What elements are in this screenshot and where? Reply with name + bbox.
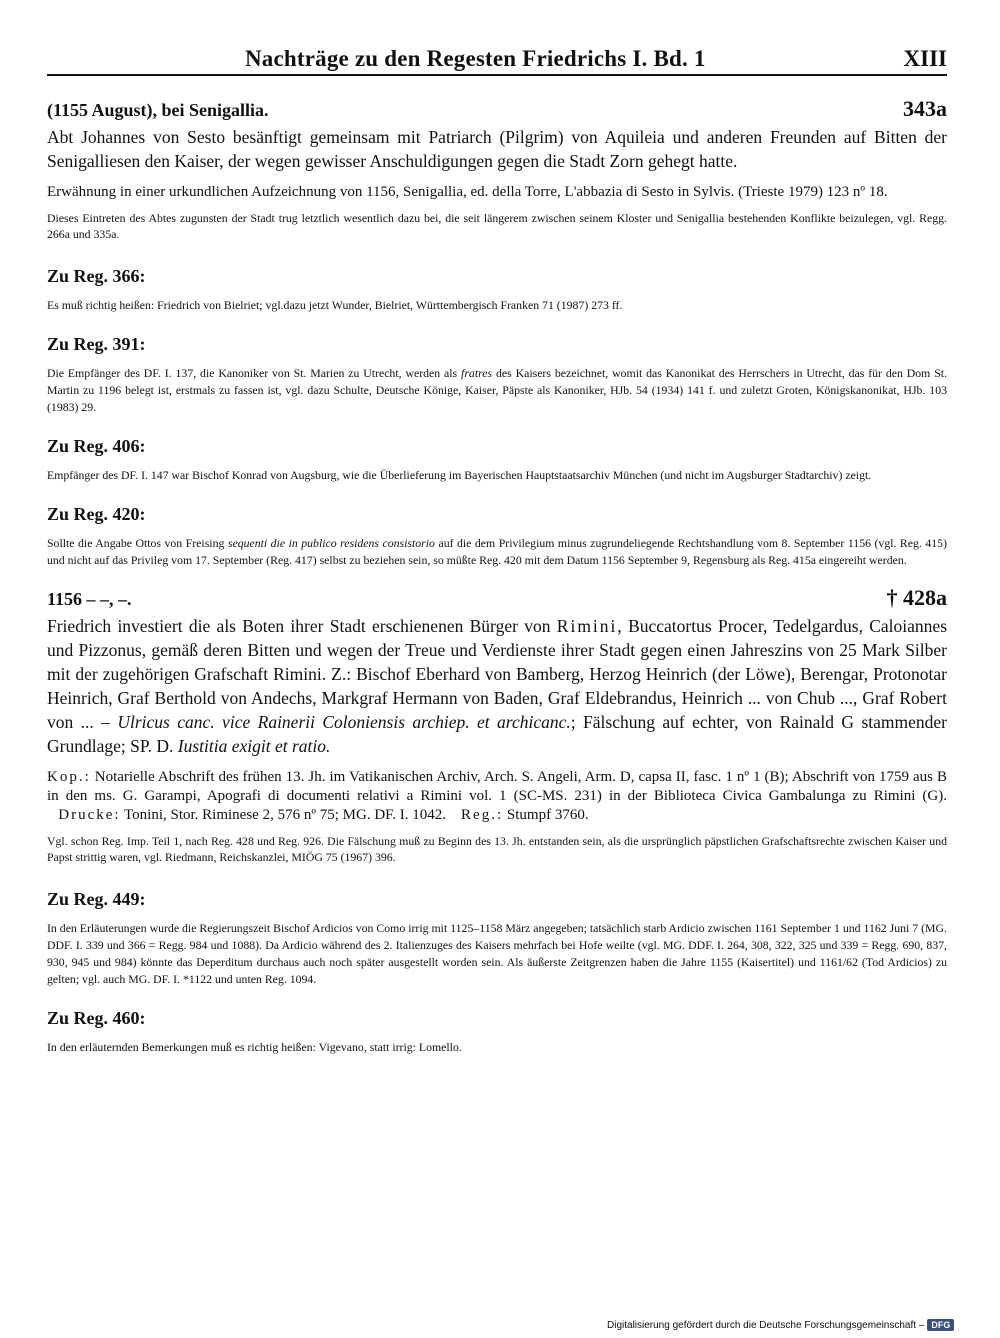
entry-header: [47, 585, 947, 611]
entry-number: 343a: [903, 96, 947, 121]
running-title: Nachträge zu den Regesten Friedrichs I. Bd. 1: [244, 46, 706, 71]
addendum-text: In den Erläuterungen wurde die Regierungszeit Bischof Ardicios von Como irrig mit 1125–1158 März angegeben; tatsächlich starb Ardicio zwischen 1161 September 1 und 1162 Juni 7 (MG. DDF. I. 339 und 366 = Regg. 984 und 1088). Da Ardicio während des 2. Italienzuges des Kaisers mehrfach bei Hofe weilte (vgl. MG. DDF. I. 264, 308, 322, 325 und 339 = Regg. 690, 837, 930, 945 und 984) könnte das Deperditum durchaus auch noch später ausgestellt worden sein. Als äußerste Zeitgrenzen haben die Jahre 1155 (Kaisertitel) und 1161/62 (Tod Ardicios) zu gelten; vgl. auch MG. DF. I. *1122 und unten Reg. 1094.: [47, 921, 947, 986]
source-text: Kop.: Notarielle Abschrift des frühen 13. Jh. im Vatikanischen Archiv, Arch. S. Angeli, Arm. D, capsa II, fasc. 1 nº 1 (B); Abschrift von 1759 aus B in den ms. G. Garampi, Apografi di documenti relativi a Rimini vol. 1 (SC-MS. 231) in der Biblioteca Civica Gambalunga zu Rimini (G). Drucke: Tonini, Stor. Riminese 2, 576 nº 75; MG. DF. I. 1042. Reg.: Stumpf 3760.: [47, 769, 948, 823]
addendum-heading: Zu Reg. 449:: [47, 889, 146, 909]
addendum-heading: Zu Reg. 420:: [47, 504, 146, 524]
running-head: [47, 38, 947, 76]
addendum-text: Sollte die Angabe Ottos von Freising sequenti die in publico residens consistorio auf die dem Privilegium minus zugrundeliegende Rechtshandlung vom 8. September 1156 (vgl. Reg. 415) und nicht auf das Privileg vom 17. September (Reg. 417) selbst zu beziehen sein, so müßte Reg. 420 mit dem Datum 1156 September 9, Regensburg als Reg. 415a eingereiht werden.: [47, 536, 948, 567]
footer-text: Digitalisierung gefördert durch die Deutsche Forschungsgemeinschaft –: [607, 1319, 925, 1331]
entry-date: 1156 – –, –.: [47, 589, 132, 609]
document-page: [47, 38, 947, 1056]
commentary-text: Vgl. schon Reg. Imp. Teil 1, nach Reg. 428 und Reg. 926. Die Fälschung muß zu Beginn des 13. Jh. entstanden sein, als die ursprünglich päpstlichen Grafschaftsrechte zwischen Kaiser und Papst strittig waren, vgl. Riedmann, Reichskanzlei, MIÖG 75 (1967) 396.: [47, 834, 947, 864]
addendum-text: Die Empfänger des DF. I. 137, die Kanoniker von St. Marien zu Utrecht, werden als fratres des Kaisers bezeichnet, womit das Kanonikat des Herrschers in Utrecht, das für den Dom St. Martin zu 1196 belegt ist, erstmals zu fassen ist, vgl. dazu Schulte, Deutsche Könige, Kaiser, Päpste als Kanoniker, HJb. 54 (1934) 141 f. und zuletzt Groten, Königskanonikat, HJb. 103 (1983) 29.: [47, 366, 948, 414]
addendum-text: In den erläuternden Bemerkungen muß es richtig heißen: Vigevano, statt irrig: Lomello.: [47, 1040, 462, 1054]
page-number: XIII: [903, 46, 947, 71]
source-text: Erwähnung in einer urkundlichen Aufzeichnung von 1156, Senigallia, ed. della Torre, L'abbazia di Sesto in Sylvis. (Trieste 1979) 123 nº 18.: [47, 184, 888, 200]
addendum-heading: Zu Reg. 391:: [47, 334, 146, 354]
addendum-heading: Zu Reg. 460:: [47, 1008, 146, 1028]
addendum-460: [47, 1008, 947, 1056]
addendum-406: [47, 436, 947, 484]
addendum-heading: Zu Reg. 366:: [47, 266, 146, 286]
addendum-449: [47, 889, 947, 988]
entry-date: (1155 August), bei Senigallia.: [47, 100, 269, 120]
addendum-366: [47, 266, 947, 314]
entry-header: [47, 96, 947, 122]
footer-credit: [607, 1319, 954, 1331]
addendum-391: [47, 334, 947, 416]
addendum-text: Es muß richtig heißen: Friedrich von Bielriet; vgl.dazu jetzt Wunder, Bielriet, Württembergisch Franken 71 (1987) 273 ff.: [47, 298, 623, 312]
regest-text: Abt Johannes von Sesto besänftigt gemeinsam mit Patriarch (Pilgrim) von Aquileia und anderen Freunden auf Bitten der Senigalliesen den Kaiser, der wegen gewisser Anschuldigungen gegen die Stadt Zorn gehegt hatte.: [47, 127, 947, 171]
entry-343a: [47, 96, 947, 242]
entry-number: † 428a: [886, 585, 947, 610]
addendum-text: Empfänger des DF. I. 147 war Bischof Konrad von Augsburg, wie die Überlieferung im Bayerischen Hauptstaatsarchiv München (und nicht im Augsburger Stadtarchiv) zeigt.: [47, 468, 872, 482]
regest-text: Friedrich investiert die als Boten ihrer Stadt erschienenen Bürger von Rimini, Buccatortus Procer, Tedelgardus, Caloiannes und Pizzonus, gemäß deren Bitten und wegen der Treue und Verdienste ihrer Stadt gegen einen Jahreszins von 25 Mark Silber mit der zugehörigen Grafschaft Rimini. Z.: Bischof Eberhard von Bamberg, Herzog Heinrich (der Löwe), Berengar, Protonotar Heinrich, Graf Berthold von Andechs, Markgraf Hermann von Baden, Graf Eldebrandus, Heinrich ... von Chub ..., Graf Robert von ... – Ulricus canc. vice Rainerii Coloniensis archiep. et archicanc.; Fälschung auf echter, von Rainald G stammender Grundlage; SP. D. Iustitia exigit et ratio.: [47, 616, 948, 756]
addendum-420: [47, 504, 947, 569]
entry-428a: [47, 585, 947, 865]
addendum-heading: Zu Reg. 406:: [47, 436, 146, 456]
commentary-text: Dieses Eintreten des Abtes zugunsten der Stadt trug letztlich wesentlich dazu bei, die seit längerem zwischen seinem Kloster und Senigallia bestehenden Konflikte beizulegen, vgl. Regg. 266a und 335a.: [47, 211, 947, 241]
dfg-logo: DFG: [927, 1319, 954, 1331]
